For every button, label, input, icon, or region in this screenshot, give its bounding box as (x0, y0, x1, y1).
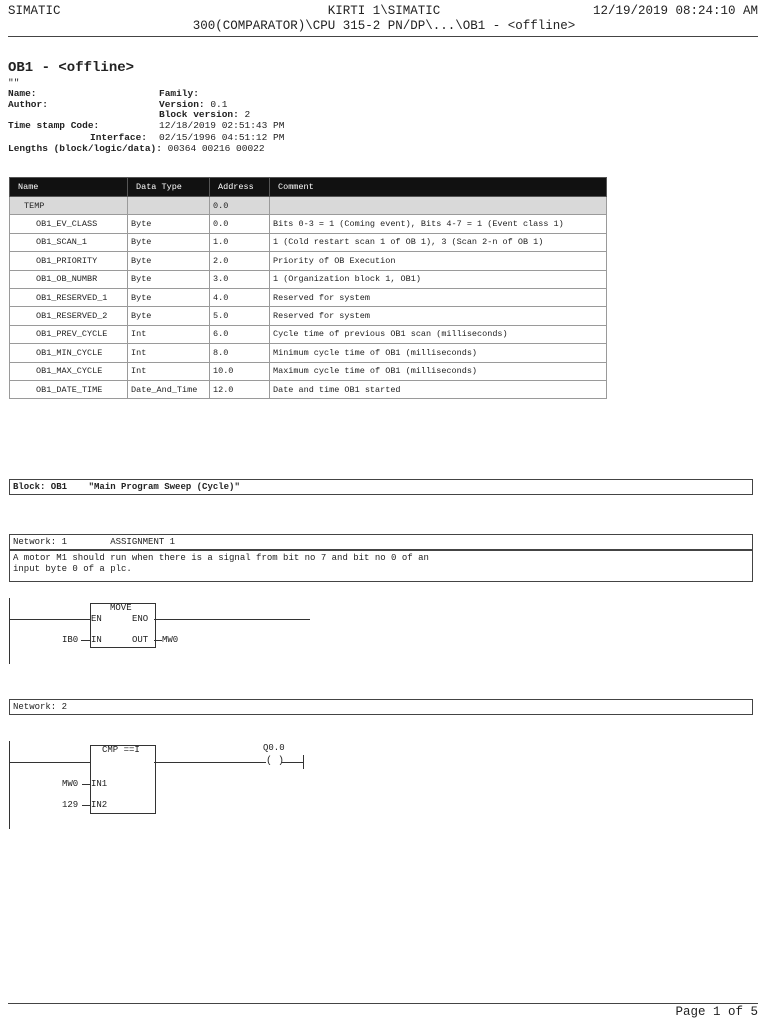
table-row (10, 233, 607, 251)
network1-comment-line1: A motor M1 should run when there is a signal from bit no 7 and bit no 0 of an (13, 553, 429, 563)
cmp-pin-in2: IN2 (91, 800, 108, 810)
header-left: SIMATIC (8, 4, 61, 18)
cell-name: OB1_MAX_CYCLE (10, 362, 128, 380)
network2-label: Network: 2 (13, 702, 68, 712)
col-header-type: Data Type (128, 178, 210, 197)
cell-type: Byte (128, 270, 210, 288)
network2-header (9, 699, 753, 715)
network1-comment (9, 550, 753, 582)
col-header-address: Address (210, 178, 270, 197)
table-row (10, 252, 607, 270)
cell-address: 2.0 (210, 252, 270, 270)
coil-symbol: ( ) (266, 756, 285, 767)
lengths-row (8, 144, 265, 155)
table-row-temp (10, 197, 607, 215)
header-block-path: 300(COMPARATOR)\CPU 315-2 PN/DP\...\OB1 - <offline> (192, 19, 576, 33)
cell-address: 1.0 (210, 233, 270, 251)
cell-name: OB1_DATE_TIME (10, 380, 128, 398)
cell-comment: Maximum cycle time of OB1 (milliseconds) (270, 362, 607, 380)
move-in-operand: IB0 (62, 635, 79, 645)
cmp-in2-wire (82, 805, 90, 806)
header-project-path: KIRTI 1\SIMATIC (327, 4, 441, 18)
cell-name: OB1_RESERVED_1 (10, 288, 128, 306)
cell-address: 3.0 (210, 270, 270, 288)
network1-comment-line2: input byte 0 of a plc. (13, 564, 132, 574)
cell-comment: 1 (Cold restart scan 1 of OB 1), 3 (Scan 2-n of OB 1) (270, 233, 607, 251)
name-label: Name: (8, 88, 37, 99)
cell-name: OB1_PREV_CYCLE (10, 325, 128, 343)
cell-name: OB1_SCAN_1 (10, 233, 128, 251)
footer-divider (8, 1003, 758, 1004)
table-row (10, 344, 607, 362)
block-info-bar (9, 479, 753, 495)
cmp-pin-in1: IN1 (91, 779, 108, 789)
coil-operand: Q0.0 (263, 743, 285, 753)
header-divider (8, 36, 758, 37)
cell-type: Int (128, 325, 210, 343)
col-header-name: Name (10, 178, 128, 197)
cell-type: Byte (128, 288, 210, 306)
network1-label: Network: 1 (13, 537, 68, 547)
block-description: "Main Program Sweep (Cycle)" (88, 482, 240, 492)
cell-name: OB1_EV_CLASS (10, 215, 128, 233)
cmp-in1-wire (82, 784, 90, 785)
cell-type: Byte (128, 307, 210, 325)
cell-comment (270, 197, 607, 215)
cmp-in1-operand: MW0 (62, 779, 79, 789)
table-row (10, 380, 607, 398)
cell-name: OB1_RESERVED_2 (10, 307, 128, 325)
move-out-wire (154, 640, 162, 641)
network1-eno-wire (154, 619, 310, 620)
cell-address: 4.0 (210, 288, 270, 306)
timestamp-label: Time stamp Code: (8, 119, 100, 131)
cmp-box-title: CMP ==I (102, 745, 140, 755)
table-row (10, 288, 607, 306)
move-pin-out: OUT (132, 635, 149, 645)
interface-value: 02/15/1996 04:51:12 PM (159, 132, 285, 143)
cell-name: OB1_OB_NUMBR (10, 270, 128, 288)
move-box-title: MOVE (110, 603, 132, 613)
cell-comment: Cycle time of previous OB1 scan (milliseconds) (270, 325, 607, 343)
cell-address: 5.0 (210, 307, 270, 325)
network1-en-wire (9, 619, 90, 620)
cell-type: Byte (128, 215, 210, 233)
cell-address: 0.0 (210, 215, 270, 233)
cell-comment: Bits 0-3 = 1 (Coming event), Bits 4-7 = 1 (Event class 1) (270, 215, 607, 233)
declaration-table (9, 177, 607, 399)
cell-comment: Reserved for system (270, 307, 607, 325)
col-header-comment: Comment (270, 178, 607, 197)
network1-header (9, 534, 753, 550)
version-value: 0.1 (210, 98, 228, 110)
coil-right-wire (282, 762, 303, 763)
cell-address: 0.0 (210, 197, 270, 215)
cell-type (128, 197, 210, 215)
cell-name: OB1_PRIORITY (10, 252, 128, 270)
cell-address: 10.0 (210, 362, 270, 380)
cell-comment: Date and time OB1 started (270, 380, 607, 398)
block-version-label: Block version: (159, 109, 239, 120)
block-version-value: 2 (244, 109, 251, 120)
table-row (10, 307, 607, 325)
page-number: Page 1 of 5 (675, 1005, 758, 1019)
cell-type: Int (128, 344, 210, 362)
lengths-value: 00364 00216 00022 (167, 143, 265, 154)
move-in-wire (81, 640, 90, 641)
interface-label: Interface: (90, 132, 148, 143)
cell-comment: Priority of OB Execution (270, 252, 607, 270)
table-row (10, 215, 607, 233)
header-timestamp: 12/19/2019 08:24:10 AM (592, 4, 758, 18)
family-label: Family: (159, 88, 199, 99)
cell-type: Byte (128, 233, 210, 251)
block-title: OB1 - <offline> (8, 60, 135, 76)
cell-comment: Reserved for system (270, 288, 607, 306)
coil-end-rail (303, 755, 304, 769)
network2-out-wire (154, 762, 266, 763)
network1-power-rail (9, 598, 10, 664)
move-pin-en: EN (91, 614, 102, 624)
move-pin-eno: ENO (132, 614, 149, 624)
cell-address: 8.0 (210, 344, 270, 362)
network2-power-rail (9, 741, 10, 829)
block-label: Block: OB1 (13, 482, 68, 492)
cell-address: 6.0 (210, 325, 270, 343)
cell-comment: 1 (Organization block 1, OB1) (270, 270, 607, 288)
cell-address: 12.0 (210, 380, 270, 398)
table-row (10, 362, 607, 380)
table-row (10, 325, 607, 343)
network2-en-wire (9, 762, 90, 763)
cell-comment: Minimum cycle time of OB1 (milliseconds) (270, 344, 607, 362)
cell-type: Byte (128, 252, 210, 270)
move-out-operand: MW0 (162, 635, 179, 645)
block-comment: "" (8, 77, 20, 88)
cell-type: Date_And_Time (128, 380, 210, 398)
meta-left-column (8, 89, 99, 131)
meta-right-column (159, 89, 284, 131)
cell-type: Int (128, 362, 210, 380)
cell-name: OB1_MIN_CYCLE (10, 344, 128, 362)
cell-name: TEMP (10, 197, 128, 215)
move-pin-in: IN (91, 635, 102, 645)
table-row (10, 270, 607, 288)
lengths-label: Lengths (block/logic/data): (8, 143, 162, 154)
table-header-row (10, 178, 607, 197)
timestamp-code-value: 12/18/2019 02:51:43 PM (159, 119, 285, 131)
cmp-in2-operand: 129 (62, 800, 79, 810)
author-label: Author: (8, 98, 48, 110)
network1-title: ASSIGNMENT 1 (110, 537, 176, 547)
version-label: Version: (159, 98, 205, 110)
